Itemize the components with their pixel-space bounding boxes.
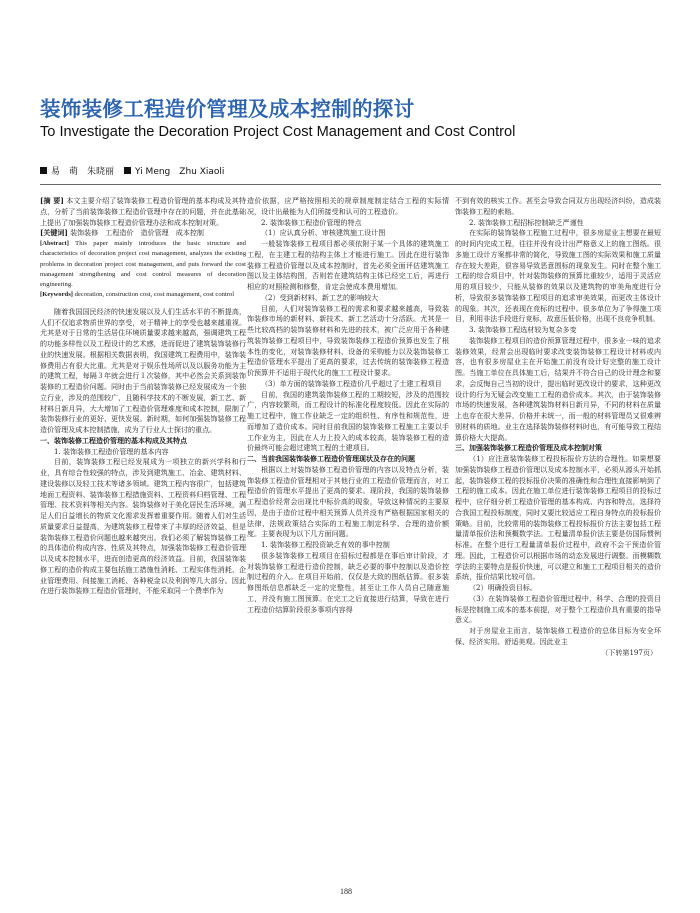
body-paragraph: 一般装饰装修工程项目都必须依附于某一个具体的建筑施工工程，在主建工程的结构主体上才能进行施工。因此在进行装饰装修工程造价管理以及成本控制时，首先必须全面评估建筑施工图以及主体结构图，否则若在建筑结构主体已经完工后，再进行相应的对照检测和修整，肯定会使成本费用增加。 xyxy=(247,239,449,291)
continued-note: （下转第197页） xyxy=(601,647,657,657)
body-paragraph: （1）应注意装饰装修工程投标报价方法的合理性。如果想要加强装饰装修工程造价管理以及成本控制水平，必须从源头开始抓起，装饰装修工程的投标报价决策的准确性和合理性直接影响到了工程的施工成本。因此在施工单位进行装饰装修工程项目的投标过程中，应仔细分析工程造价管理的基本构成、内容和特点，选择符合我国工程投标制度，同时又要比较适应工程自身特点的投标报价策略。目前，比较常用的装饰装修工程投标报价方法主要包括工程量清单报价法和预概数学法。工程量清单报价法主要是仿国际惯例标准。在整个进行工程量清单报价过程中，政府不会干预造价管理。因此，工程造价可以根据市场的动态发展进行调整。而模糊数学法的主要特点是报价快速，可以建立和施工工程项目相关的造价系统，报价结果比较可信。 xyxy=(455,454,661,582)
authors-english: Yi Meng Zhu Xiaoli xyxy=(135,167,225,177)
subsection-heading: 2. 装饰装修工程招标控制缺乏严谨性 xyxy=(469,217,584,227)
column-middle xyxy=(247,196,449,615)
page-number: 188 xyxy=(340,887,352,896)
body-paragraph: 在实际的装饰装修工程施工过程中，很多房屋业主想要在最短的时间内完成工程，往往并没有设计出严格意义上的施工图纸。很多施工设计方案都非常的简化，导致施工图的实际效果和施工质量存在较大差距，很容易导致恶意围标的现象发生。同时在整个施工工程的综合项目中，针对装饰装修的预算比重较少，适用于灵活应用的项目较少，只能从装修的效果以及建筑物的审美角度进行分析，导致很多装饰装修工程项目的追求审美效果，而更改主体设计的现象。其次，还表现在竞标的过程中。很多单位为了争得施工项目，利用非法手段进行竞标，故意压低价格，出现不良竞争机制。 xyxy=(455,228,661,324)
body-paragraph: 很多装饰装修工程项目在招标过程都是在事后审计阶段，才对装饰装修工程进行造价控制，缺乏必要的事中控制以及造价控制过程的介入。在项目开始前，仅仅是大致的图纸估算。很多装修图纸信息都缺乏一定的完整性，甚至让工作人员自己随意施工，并没有施工图预算。在完工之后直接进行结算，导致在进行工程造价结算阶段很多事项内容得 xyxy=(247,550,449,614)
abstract-english: [Abstract] This paper mainly introduces the basic structure and characteristics of decoration project cost management, analyzes the existing problems in decoration project cost management, and puts forward the cost management strengthening and cost control measures of decoration engineering. xyxy=(40,240,246,289)
square-bullet-icon xyxy=(124,167,131,174)
body-paragraph: 根据以上对装饰装修工程造价管理的内容以及特点分析，装饰装修工程造价管理相对于其他行业的工程造价管理而言，对工程造价的管理水平提出了更高的要求。现阶段，我国的装饰装修工程造价经常会出现比中标价高的现象，导致这种情况的主要原因，是由于造价过程中相关预算人员并没有严格根据国家相关的法律、法规政策结合实际的工程施工制定科学、合理的造价额度。主要表现为以下几方面问题。 xyxy=(247,464,449,539)
body-paragraph: 不到有效的核实工作。甚至会导致合同双方出现经济纠纷，造成装饰装修工程的索赔。 xyxy=(455,196,661,216)
section-heading-3: 三、加强装饰装修工程造价管理及成本控制对策 xyxy=(455,444,602,453)
section-heading-2: 二、当前我国装饰装修工程造价管理现状及存在的问题 xyxy=(247,455,415,463)
body-paragraph: 目前，人们对装饰装修工程的需求和要求越来越高，导致装饰装修市场的新材料、新技术、新工艺活动十分活跃。尤其是一些比较高档的装饰装修材料和先进的技术，被广泛应用于各种建筑装饰装修工程项目中，导致装饰装修工程造价预算也发生了根本性的变化，对装饰装修材料、设备的采购能力以及装饰装修工程造价管理水平提出了更高的要求，过去传统的装饰装修工程造价预算并不适用于现代化的施工工程设计要求。 xyxy=(247,303,449,377)
subsection-heading: （1）应认真分析、审核建筑施工设计图 xyxy=(261,228,386,238)
subsection-heading: 2. 装饰装修工程造价管理的特点 xyxy=(261,217,362,227)
article-title-english: To Investigate the Decoration Project Cost Management and Cost Control xyxy=(40,124,516,140)
section-heading-1: 一、装饰装修工程造价管理的基本构成及其特点 xyxy=(40,436,187,445)
article-title-chinese: 装饰装修工程造价管理及成本控制的探讨 xyxy=(40,97,415,121)
abstract-chinese: [摘 要] 本文主要介绍了装饰装修工程造价管理的基本构成及其特点，分析了当前装饰装修工程造价管理中存在的问题，并在此基础上提出了加强装饰装修工程造价管理办法和成本控制对策。 xyxy=(40,196,246,227)
column-left xyxy=(40,196,246,597)
keywords-chinese: [关键词] 装饰装修 工程造价 造价管理 成本控制 xyxy=(40,228,204,238)
body-paragraph: 目前，我国的建筑装饰装修工程的工期较短，涉及的范围较广，内容较繁琐，而工程设计的标准化程度较低。因此在实际的施工过程中，施工作业缺乏一定的组织性、有序性和规范性，进而增加了造价成本。同时目前我国的装饰装修工程施工主要以手工作业为主，因此在人力上投入的成本较高，装饰装修工程的造价最终可能会超过建筑工程的土建项目。 xyxy=(247,389,449,453)
body-paragraph: 装饰装修工程项目的造价预算管理过程中，很多业一味的追求装修效果，经常会出现临时要求改变装饰装修工程设计材料或内容，也有很多房屋业主在开始施工前没有设计好完整的施工设计图。当施工单位在具体施工后，结果并不符合自己的设计理念和要求，会反悔自己当初的设计，提出临时更改设计的要求，这种更改设计的行为无疑会改变施工工程的造价成本。其次，由于装饰装修市场的快速发展，各种建筑装饰材料日新月异，不同的材料在质量上也存在很大差异，价格并未统一，而一般的材料管理员又很难辨别材料的质地。业主在选择装饰装修材料时也，有可能导致工程结算价格大大提高。 xyxy=(455,335,661,442)
subsection-heading: 1. 装饰装修工程造价管理的基本内容 xyxy=(54,446,169,456)
column-right xyxy=(455,196,661,658)
authors-chinese: 易 萌 朱晓丽 xyxy=(51,167,115,177)
square-bullet-icon xyxy=(40,167,47,174)
subsection-heading: 3. 装饰装修工程选材较为复杂多变 xyxy=(469,325,577,334)
header-divider xyxy=(40,184,661,185)
author-line xyxy=(40,164,224,177)
body-paragraph: （3）在装饰装修工程造价管理过程中，科学、合理的投资目标是控制施工成本的基本前提，对于整个工程造价具有重要的指导意义。 xyxy=(455,593,661,625)
body-paragraph: 造价依据，应严格按照相关的规章制度制定结合工程的实际情况，设计出最能为人们所接受和认可的工程造价。 xyxy=(247,196,449,216)
subsection-heading: （2）明确投资目标。 xyxy=(469,583,537,592)
body-paragraph: 对于房屋业主而言，装饰装修工程造价的总体目标为安全环保、经济实用、舒适美观。因此业主 xyxy=(455,626,661,646)
intro-paragraph: 随着我国国民经济的快速发展以及人们生活水平的不断提高，人们不仅追求物质世界的享受，对于精神上的享受也越来越重视。尤其是对于日常的生活居住环境质量要求越来越高，强调建筑工程的功能多样性以及工程设计的艺术感，进而促进了建筑装饰装修行业的快速发展。根据相关数据表明，我国建筑工程费用中，装饰装修费用占有很大比重。尤其是对于娱乐性场所以及以服务功能为主的建筑工程，每隔３年就会进行１次装修，其中必然会关系到装饰装修的工程造价问题。同时由于当前装饰装修已经发展成为一个独立行业，涉及的范围较广，且随科学技术的不断发展，新工艺、新材料日新月异，大大增加了工程造价管理难度和成本控制，限制了装饰装修行业的更好、更快发展。新时期，如何加强装饰装修工程造价管理及成本控制措施，成为了行业人士探讨的重点。 xyxy=(40,306,246,435)
subsection-heading: 1. 装饰装修工程投资缺乏有效的事中控制 xyxy=(261,540,390,549)
keywords-english: [Keywords] decoration, construction cost, cost management, cost control xyxy=(40,291,235,299)
body-paragraph: 目前，装饰装修工程已经发展成为一项独立的新兴学科和行业，具有综合性较强的特点，涉及到建筑施工、冶金、建筑材料、建设装修以及轻工技术等诸多领域。建筑工程内容很广，包括建筑地面工程资料、装饰装修工程措施资料、工程资料归档管理、工程管理、技术资料等相关内容。装饰装修对于美化居民生活环境，满足人们日益增长的物质文化需求发挥着重要作用。随着人们对生活质量要求日益提高，为建筑装修工程带来了丰厚的经济效益，但是装饰装修工程造价问题也越来越突出。我们必须了解装饰装修工程的具体造价构成内容、性质及其特点，加强装饰装修工程造价管理以及成本控制水平，进而创造更高的经济效益。目前，我国装饰装修工程的造价构成主要包括施工措施性消耗、工程实体性消耗、企业管理费用、间接施工消耗、各种税金以及利润等几大部分。因此在进行装饰装修工程造价管理时，不能采取同一个费率作为 xyxy=(40,457,246,596)
subsection-heading: （2）受到新材料、新工艺的影响较大 xyxy=(261,292,379,302)
subsection-heading: （3）单方面的装饰装修工程造价几乎超过了土建工程项目 xyxy=(261,378,442,388)
